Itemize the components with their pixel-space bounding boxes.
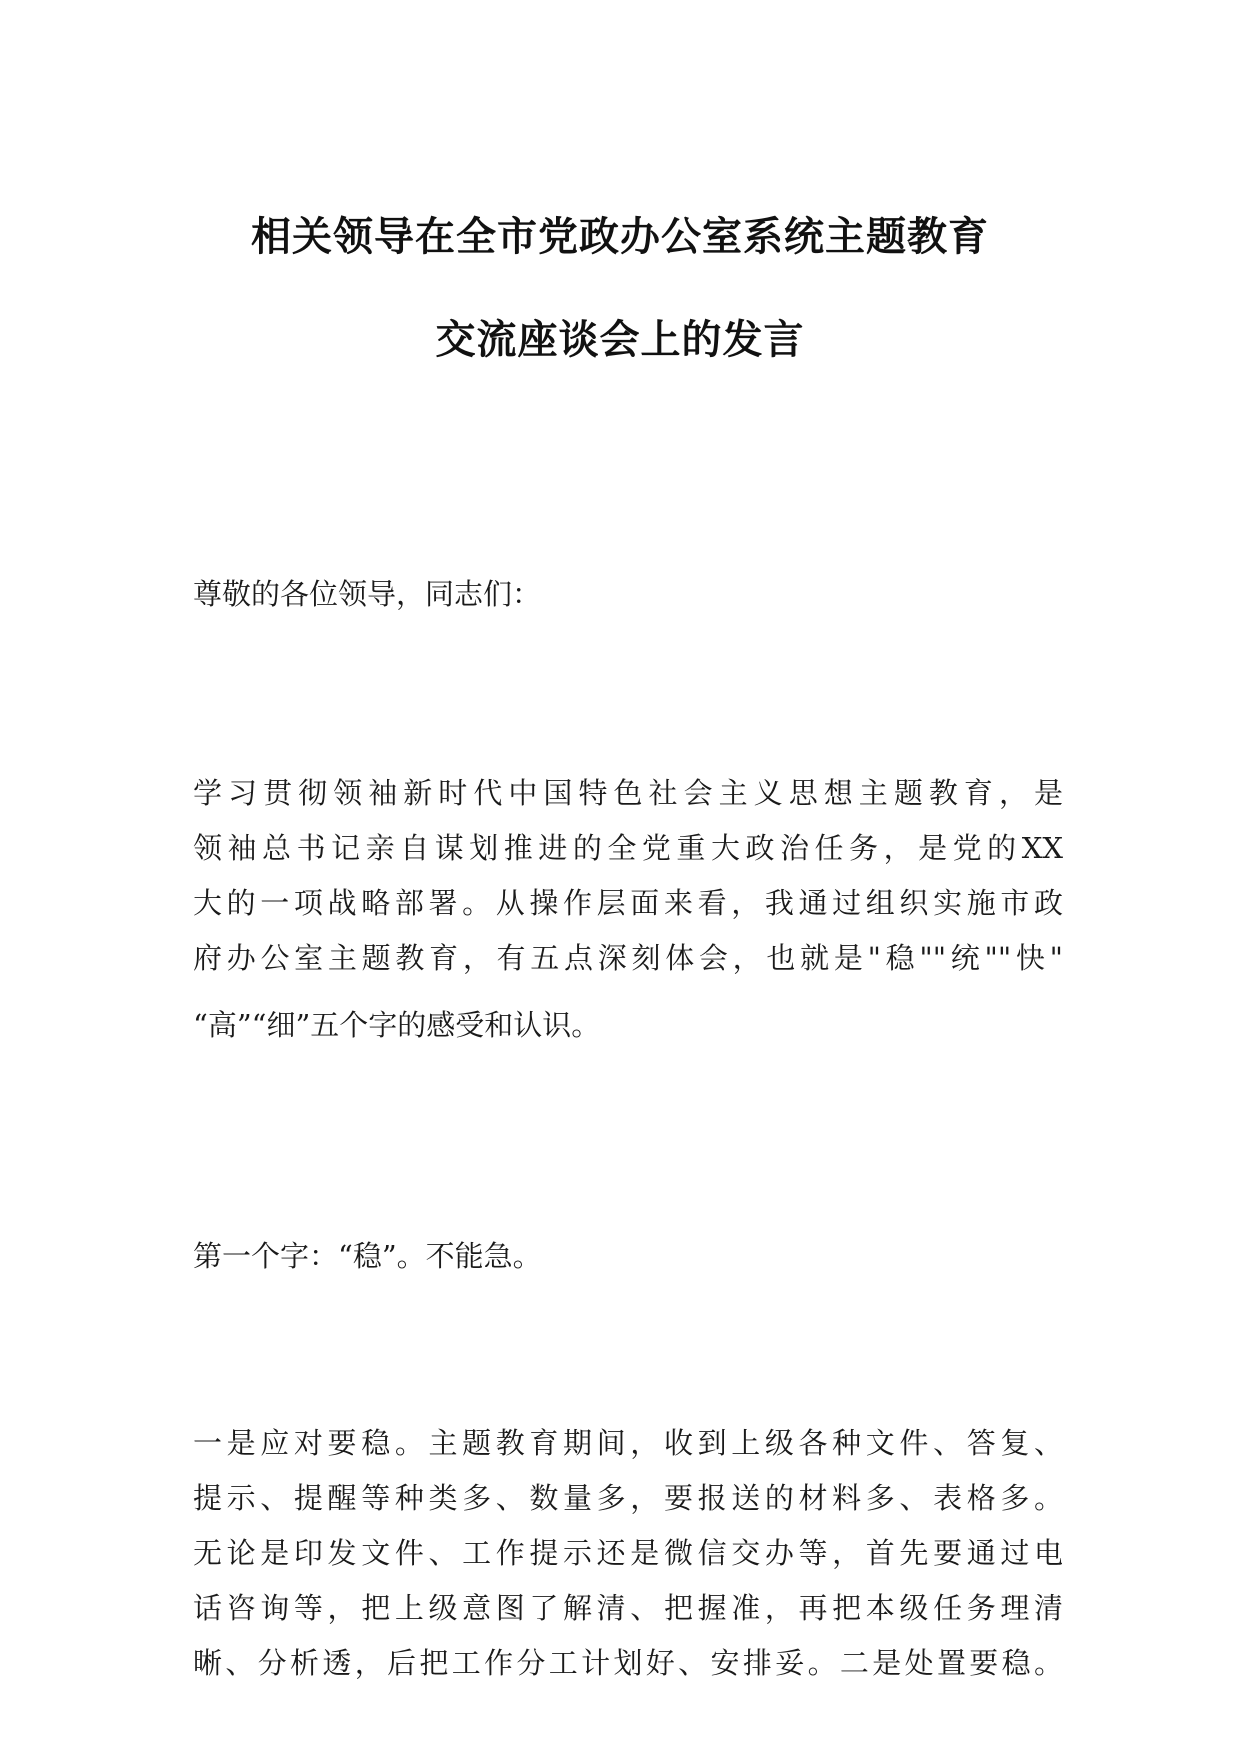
- paragraph-2-line: 话咨询等，把上级意图了解清、把握准，再把本级任务理清: [193, 1591, 1063, 1625]
- paragraph-1-line: 府办公室主题教育，有五点深刻体会，也就是"稳""统""快": [193, 941, 1063, 975]
- document-title-line-1: 相关领导在全市党政办公室系统主题教育: [251, 214, 989, 260]
- paragraph-1-line: 领袖总书记亲自谋划推进的全党重大政治任务，是党的XX: [193, 831, 1063, 865]
- paragraph-2-line: 提示、提醒等种类多、数量多，要报送的材料多、表格多。: [193, 1481, 1063, 1515]
- paragraph-2-line: 晰、分析透，后把工作分工计划好、安排妥。二是处置要稳。: [193, 1646, 1063, 1680]
- paragraph-2-line: 一是应对要稳。主题教育期间，收到上级各种文件、答复、: [193, 1426, 1063, 1460]
- document-title-line-2: 交流座谈会上的发言: [435, 317, 805, 363]
- paragraph-1-line: 大的一项战略部署。从操作层面来看，我通过组织实施市政: [193, 886, 1063, 920]
- salutation: 尊敬的各位领导，同志们：: [193, 577, 542, 611]
- paragraph-2-line: 无论是印发文件、工作提示还是微信交办等，首先要通过电: [193, 1536, 1063, 1570]
- paragraph-1-last-line: “高”“细”五个字的感受和认识。: [193, 1008, 601, 1042]
- paragraph-1-line: 学习贯彻领袖新时代中国特色社会主义思想主题教育，是: [193, 776, 1063, 810]
- paragraph-2: [193, 1416, 1063, 1691]
- section-heading-1: 第一个字：“稳”。不能急。: [193, 1239, 542, 1273]
- paragraph-1: [193, 766, 1063, 986]
